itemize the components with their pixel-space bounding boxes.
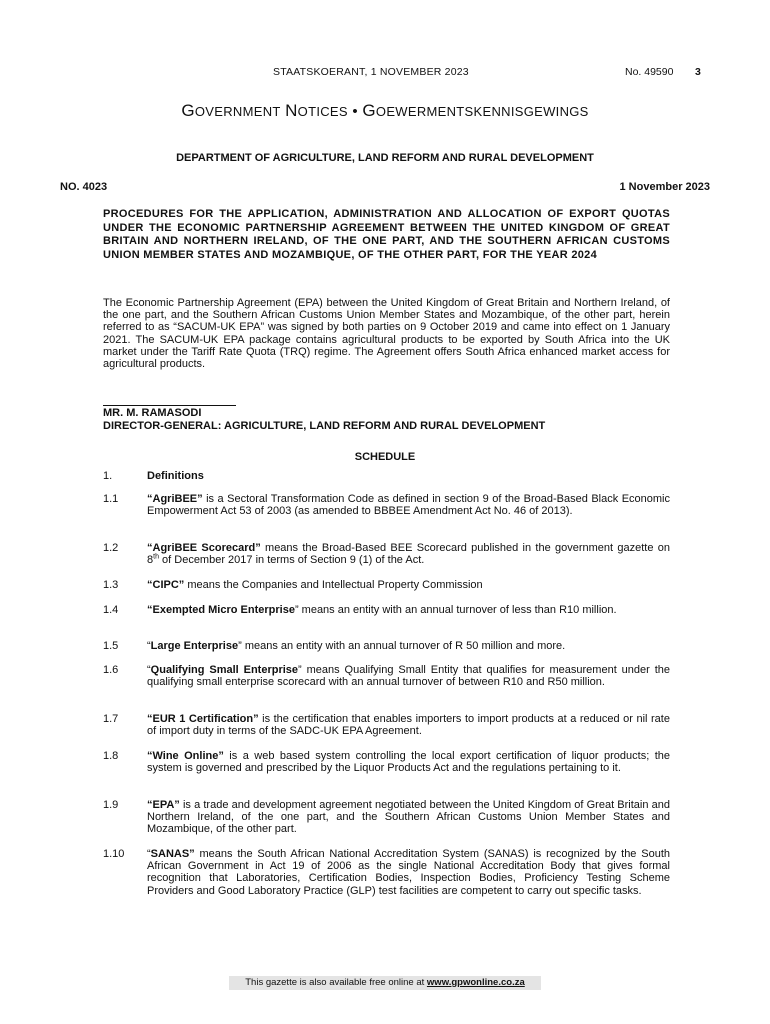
footer-notice [229,976,541,990]
section-title [0,101,770,121]
section-title-definitions: Definitions [147,470,204,482]
definition-term: SANAS” [150,848,195,860]
definition-text: “AgriBEE” is a Sectoral Transformation Code as defined in section 9 of the Broad-Based Black Economic Empowerment Act 53 of 2003 (as amended to BBBEE Amendment Act No. 46 of 2013). [147,493,670,518]
definition-text: “EUR 1 Certification” is the certification that enables importers to import products at a reduced or nil rate of import duty in terms of the SADC-UK EPA Agreement. [147,713,670,738]
definition-term: “EPA” [147,799,180,811]
definition-number: 1.9 [103,799,119,811]
section-number: 1. [103,470,113,482]
notice-date: 1 November 2023 [619,181,710,193]
definition-text: “Exempted Micro Enterprise” means an entity with an annual turnover of less than R10 million. [147,604,617,616]
schedule-heading: SCHEDULE [354,451,416,463]
definition-number: 1.5 [103,640,119,652]
definition-number: 1.4 [103,604,119,616]
intro-paragraph: The Economic Partnership Agreement (EPA) between the United Kingdom of Great Britain and Northern Ireland, of the one part, and the Southern African Customs Union Member States and Mozambique, of the other part, herein referred to as “SACUM-UK EPA” was signed by both parties on 9 October 2019 and came into effect on 1 January 2021. The SACUM-UK EPA package contains agricultural products to be exported by South Africa into the UK market under the Tariff Rate Quota (TRQ) regime. The Agreement offers South Africa enhanced market access for agricultural products. [103,297,670,371]
notice-number: NO. 4023 [60,181,108,193]
definition-number: 1.6 [103,664,119,676]
footer-text: This gazette is also available free online at [245,977,427,988]
definition-term: “CIPC” [147,579,185,591]
gpwonline-link[interactable]: www.gpwonline.co.za [426,977,525,988]
gazette-date-header: STAATSKOERANT, 1 NOVEMBER 2023 [273,66,469,78]
definition-text: “EPA” is a trade and development agreement negotiated between the United Kingdom of Great Britain and Northern Ireland, of the one part, and the Southern African Customs Union Member States and Mozambique, of the other part. [147,799,670,836]
definition-text: “CIPC” means the Companies and Intellectual Property Commission [147,579,483,591]
section-title-text: GOVERNMENT NOTICES • GOEWERMENTSKENNISGEWINGS [181,101,589,120]
running-header [0,66,770,80]
signature-line [103,405,236,406]
definition-text: “Large Enterprise” means an entity with an annual turnover of R 50 million and more. [147,640,566,652]
definition-text: “Qualifying Small Enterprise” means Qualifying Small Entity that qualifies for measurement under the qualifying small enterprise scorecard with an annual turnover of between R10 and R50 million. [147,664,670,689]
signatory-name: MR. M. RAMASODI [103,407,202,419]
definition-number: 1.10 [103,848,125,860]
definition-text: “Wine Online” is a web based system controlling the local export certification of liquor products; the system is governed and prescribed by the Liquor Products Act and the regulations pertaining to it. [147,750,670,775]
definition-term: “Wine Online” [147,750,224,762]
definition-term: “Exempted Micro Enterprise [147,604,295,616]
definition-number: 1.3 [103,579,119,591]
page-number: 3 [695,66,701,78]
definition-term: “EUR 1 Certification” [147,713,259,725]
definition-number: 1.7 [103,713,119,725]
definition-term: Large Enterprise [150,640,239,652]
definition-term: “AgriBEE Scorecard” [147,542,261,554]
definition-number: 1.1 [103,493,119,505]
issue-number: No. 49590 [625,66,674,78]
definition-term: “AgriBEE” [147,493,203,505]
definition-text: “AgriBEE Scorecard” means the Broad-Based BEE Scorecard published in the government gazette on 8th of December 2017 in terms of Section 9 (1) of the Act. [147,542,670,567]
signatory-title: DIRECTOR-GENERAL: AGRICULTURE, LAND REFORM AND RURAL DEVELOPMENT [103,420,546,432]
definition-number: 1.2 [103,542,119,554]
definition-number: 1.8 [103,750,119,762]
department-heading: DEPARTMENT OF AGRICULTURE, LAND REFORM AND RURAL DEVELOPMENT [176,152,594,164]
definition-term: Qualifying Small Enterprise [150,664,299,676]
definition-text: “SANAS” means the South African National Accreditation System (SANAS) is recognized by the South African Government in Act 19 of 2006 as the single National Accreditation Body that gives formal recognition that Laboratories, Certification Bodies, Inspection Bodies, Proficiency Testing Scheme Providers and Good Laboratory Practice (GLP) test facilities are competent to carry out specific tasks. [147,848,670,897]
notice-title: PROCEDURES FOR THE APPLICATION, ADMINISTRATION AND ALLOCATION OF EXPORT QUOTAS UNDER THE ECONOMIC PARTNERSHIP AGREEMENT BETWEEN THE UNITED KINGDOM OF GREAT BRITAIN AND NORTHERN IRELAND, OF THE ONE PART, AND THE SOUTHERN AFRICAN CUSTOMS UNION MEMBER STATES AND MOZAMBIQUE, OF THE OTHER PART, FOR THE YEAR 2024 [103,208,670,261]
